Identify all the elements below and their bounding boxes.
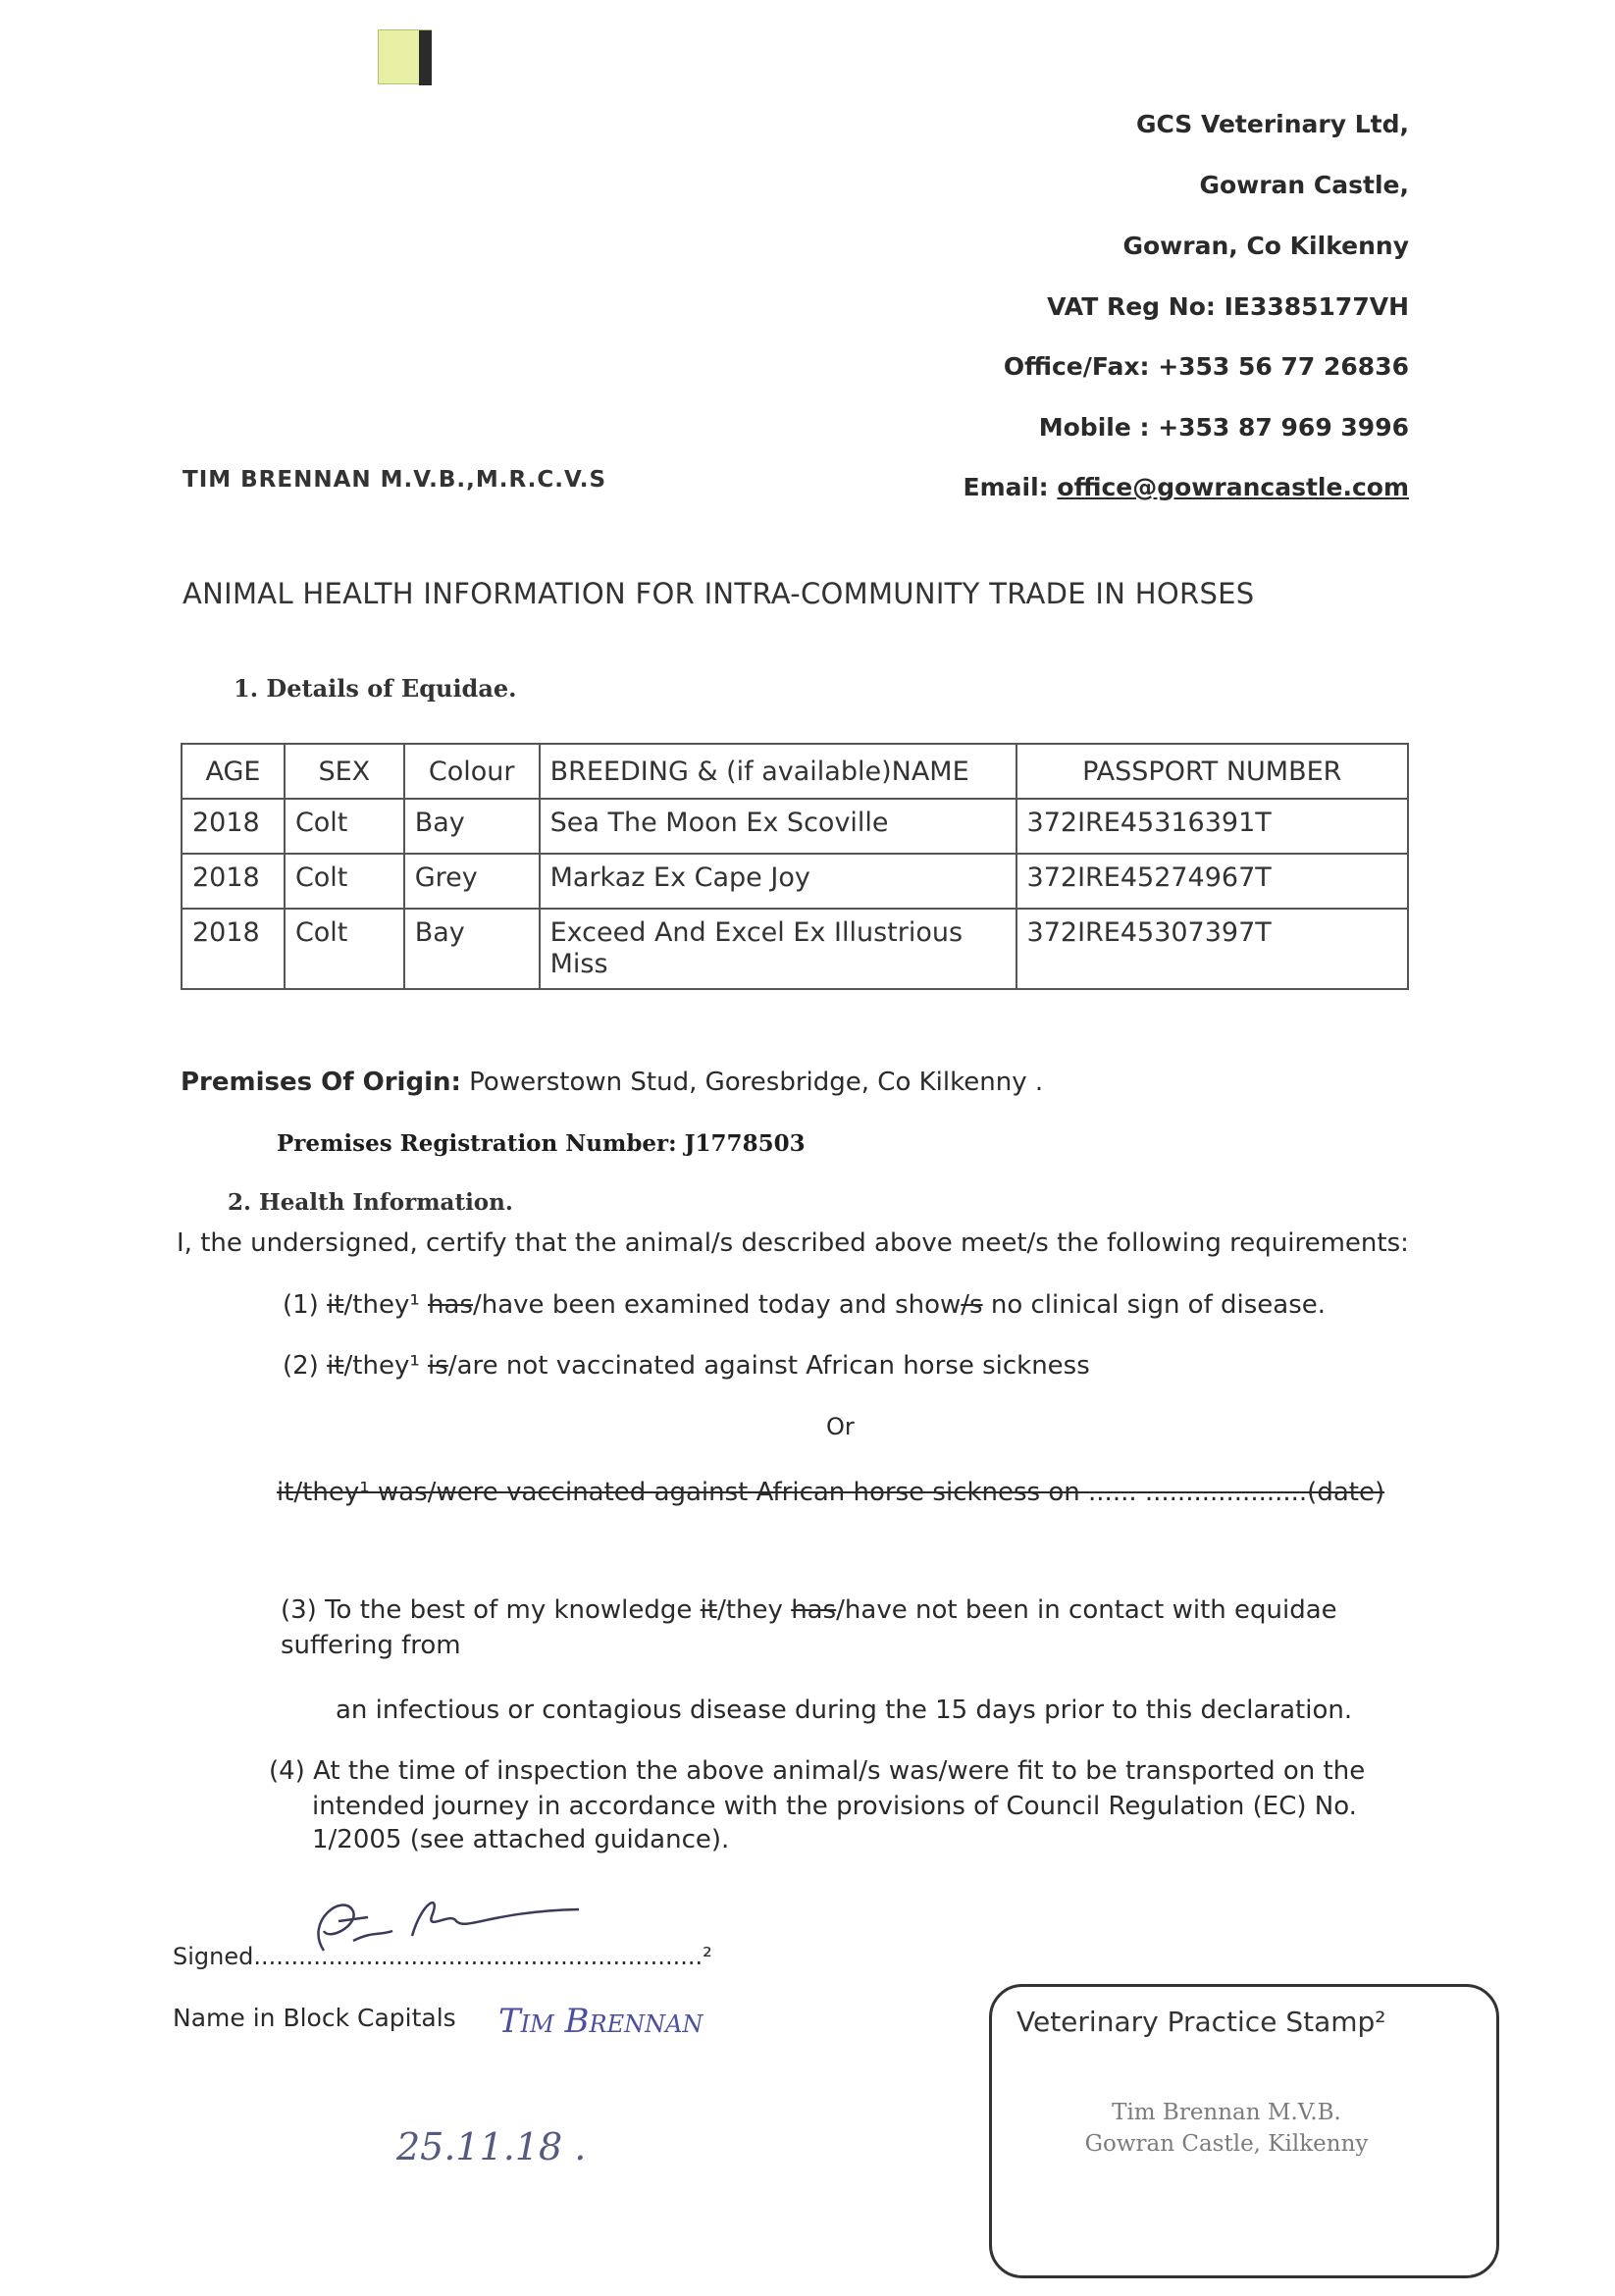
handwritten-date: 25.11.18 . (396, 2125, 587, 2168)
stamp-impression-line-1: Tim Brennan M.V.B. (1112, 2100, 1341, 2125)
table-row (182, 909, 1408, 989)
cell-passport-number: 372IRE45307397T (1016, 909, 1408, 989)
cell-breeding-name: Markaz Ex Cape Joy (540, 854, 1016, 909)
req2-number: (2) (283, 1351, 328, 1381)
premises-reg-value: J1778503 (684, 1130, 806, 1157)
signed-line: Signed............................................................² (173, 1943, 712, 1970)
table-header-row (182, 744, 1408, 799)
cell-colour: Bay (404, 799, 540, 854)
vet-name: TIM BRENNAN M.V.B.,M.R.C.V.S (182, 467, 607, 493)
req3-they: /they (717, 1595, 792, 1625)
req2-text: /are not vaccinated against African horse sickness (447, 1351, 1090, 1381)
header-sex: SEX (285, 744, 404, 799)
or-separator: Or (826, 1413, 855, 1440)
sticky-note-tab (378, 29, 432, 84)
req3-strike-has: has (791, 1595, 837, 1625)
cell-sex: Colt (285, 799, 404, 854)
requirement-2-alternative: it/they¹ was/were vaccinated against African horse sickness on ...... ....................(date) (277, 1478, 1385, 1507)
req3-strike-it: it (700, 1595, 718, 1625)
req1-strike-it: it (327, 1290, 344, 1320)
certification-intro: I, the undersigned, certify that the animal/s described above meet/s the following requirements: (177, 1228, 1409, 1258)
req1-text-end: no clinical sign of disease. (982, 1290, 1327, 1320)
signature-scribble (285, 1882, 599, 1970)
document-title: ANIMAL HEALTH INFORMATION FOR INTRA-COMMUNITY TRADE IN HORSES (182, 577, 1255, 610)
mobile-number: Mobile : +353 87 969 3996 (1038, 413, 1409, 442)
header-colour: Colour (404, 744, 540, 799)
email-label: Email: (963, 473, 1049, 501)
cell-colour: Bay (404, 909, 540, 989)
stamp-title: Veterinary Practice Stamp² (1016, 2006, 1386, 2038)
premises-origin-label: Premises Of Origin: (181, 1068, 461, 1097)
requirement-3 (281, 1595, 1337, 1625)
req2-they: /they¹ (343, 1351, 429, 1381)
handwritten-name: Tim Brennan (498, 2002, 703, 2041)
premises-of-origin (181, 1068, 1043, 1097)
req1-number: (1) (283, 1290, 328, 1320)
req1-text: /have been examined today and show (473, 1290, 962, 1320)
req1-strike-s: /s (961, 1290, 983, 1320)
vat-number: VAT Reg No: IE3385177VH (1047, 292, 1409, 321)
premises-registration (277, 1130, 806, 1157)
header-passport-number: PASSPORT NUMBER (1016, 744, 1408, 799)
req2-strike-is: is (428, 1351, 448, 1381)
header-age: AGE (182, 744, 285, 799)
section-2-heading: 2. Health Information. (228, 1189, 513, 1216)
section-1-heading: 1. Details of Equidae. (234, 674, 517, 703)
requirement-4-line-3: 1/2005 (see attached guidance). (312, 1825, 730, 1854)
address-line-1: Gowran Castle, (1199, 171, 1409, 199)
cell-age: 2018 (182, 799, 285, 854)
req1-strike-has: has (428, 1290, 473, 1320)
email-line (964, 473, 1409, 501)
req2-strike-it: it (327, 1351, 344, 1381)
table-row (182, 854, 1408, 909)
header-breeding-name: BREEDING & (if available)NAME (540, 744, 1016, 799)
premises-reg-label: Premises Registration Number: (277, 1130, 677, 1157)
cell-sex: Colt (285, 909, 404, 989)
stamp-impression-line-2: Gowran Castle, Kilkenny (1084, 2131, 1369, 2157)
requirement-1 (283, 1290, 1326, 1320)
requirement-4-line-2: intended journey in accordance with the provisions of Council Regulation (EC) No. (312, 1792, 1357, 1821)
name-block-capitals-label: Name in Block Capitals (173, 2004, 456, 2032)
cell-age: 2018 (182, 854, 285, 909)
cell-passport-number: 372IRE45274967T (1016, 854, 1408, 909)
cell-age: 2018 (182, 909, 285, 989)
requirement-4-line-1: (4) At the time of inspection the above animal/s was/were fit to be transported on the (269, 1756, 1366, 1786)
cell-breeding-name: Sea The Moon Ex Scoville (540, 799, 1016, 854)
req3-text-2: /have not been in contact with equidae (836, 1595, 1337, 1625)
requirement-3-line-3: an infectious or contagious disease during the 15 days prior to this declaration. (336, 1696, 1353, 1725)
office-fax: Office/Fax: +353 56 77 26836 (1003, 352, 1409, 381)
cell-passport-number: 372IRE45316391T (1016, 799, 1408, 854)
equidae-table (181, 743, 1409, 990)
cell-breeding-name: Exceed And Excel Ex Illustrious Miss (540, 909, 1016, 989)
requirement-2 (283, 1351, 1090, 1381)
cell-colour: Grey (404, 854, 540, 909)
sticky-note-fold (419, 30, 432, 85)
req3-text: (3) To the best of my knowledge (281, 1595, 701, 1625)
company-name: GCS Veterinary Ltd, (1135, 110, 1409, 138)
cell-sex: Colt (285, 854, 404, 909)
requirement-3-line-2: suffering from (281, 1631, 461, 1660)
req1-they: /they¹ (343, 1290, 429, 1320)
email-link[interactable]: office@gowrancastle.com (1057, 473, 1409, 501)
table-row (182, 799, 1408, 854)
address-line-2: Gowran, Co Kilkenny (1122, 232, 1409, 260)
premises-origin-value: Powerstown Stud, Goresbridge, Co Kilkenny . (469, 1068, 1044, 1097)
